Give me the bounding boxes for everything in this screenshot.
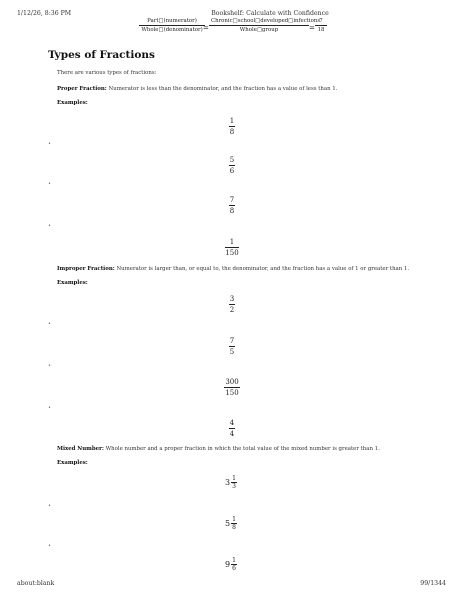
denominator: 8 — [232, 524, 236, 531]
whole-number: 3 — [225, 478, 231, 487]
proper-example-fraction — [217, 238, 247, 257]
numerator: 1 — [232, 557, 236, 564]
denominator: 8 — [229, 128, 235, 136]
denominator: 8 — [229, 207, 235, 215]
mixed-number-definition — [57, 446, 380, 452]
improper-example-fraction — [217, 337, 247, 356]
numerator: 7 — [229, 196, 235, 204]
denominator: 150 — [225, 389, 239, 397]
denominator: 5 — [229, 348, 235, 356]
mixed-fraction-part — [231, 516, 237, 531]
numerator: 1 — [232, 475, 236, 482]
proper-fraction-definition — [57, 86, 337, 92]
improper-example-fraction — [217, 419, 247, 438]
list-bullet: • — [48, 363, 51, 369]
section-title: Types of Fractions — [48, 49, 155, 61]
proper-example-fraction — [217, 117, 247, 136]
whole-number: 9 — [225, 560, 231, 569]
improper-fraction-definition — [57, 266, 409, 272]
formula-denominator: Whole□(denominator) — [141, 27, 203, 33]
mixed-example — [225, 557, 237, 572]
denominator: 3 — [232, 483, 236, 490]
denominator: 150 — [225, 249, 239, 257]
mixed-fraction-part — [231, 557, 237, 572]
proper-example-fraction — [217, 156, 247, 175]
list-bullet: • — [48, 543, 51, 549]
improper-fraction-text: Numerator is larger than, or equal to, the denominator, and the fraction has a value of 1 or greater than 1. — [114, 266, 410, 272]
intro-text: There are various types of fractions: — [57, 70, 157, 76]
list-bullet: • — [48, 503, 51, 509]
formula-denominator: 18 — [317, 27, 325, 33]
mixed-example — [225, 516, 237, 531]
whole-number: 5 — [225, 519, 231, 528]
formula-equals: = — [309, 24, 315, 32]
proper-example-fraction — [217, 196, 247, 215]
list-bullet: • — [48, 181, 51, 187]
improper-example-fraction — [217, 295, 247, 314]
numerator: 1 — [232, 516, 236, 523]
denominator: 6 — [229, 167, 235, 175]
print-datetime: 1/12/26, 8:36 PM — [17, 10, 72, 17]
denominator: 2 — [229, 306, 235, 314]
fraction-formula — [139, 18, 339, 40]
mixed-examples-label: Examples: — [57, 460, 88, 466]
mixed-number-text: Whole number and a proper fraction in which the total value of the mixed number is greater than 1. — [103, 446, 380, 452]
formula-denominator: Whole□group — [239, 27, 279, 33]
proper-fraction-term: Proper Fraction: — [57, 86, 107, 92]
mixed-example — [225, 475, 237, 490]
denominator: 6 — [232, 565, 236, 572]
formula-numerator: Chronic□school□developed□infections — [211, 18, 321, 24]
denominator: 4 — [229, 430, 235, 438]
list-bullet: • — [48, 321, 51, 327]
formula-numerator: Part□(numerator) — [139, 18, 205, 26]
numerator: 3 — [229, 295, 235, 303]
print-page-number: 99/1344 — [420, 580, 446, 587]
proper-examples-label: Examples: — [57, 100, 88, 106]
print-footer-url: about:blank — [17, 580, 55, 587]
numerator: 1 — [229, 117, 235, 125]
mixed-fraction-part — [231, 475, 237, 490]
formula-fraction-part-whole — [139, 18, 205, 33]
improper-example-fraction — [217, 378, 247, 397]
numerator: 5 — [229, 156, 235, 164]
numerator: 300 — [225, 378, 239, 386]
list-bullet: • — [48, 141, 51, 147]
numerator: 1 — [225, 238, 238, 248]
improper-fraction-term: Improper Fraction: — [57, 266, 115, 272]
proper-fraction-text: Numerator is less than the denominator, and the fraction has a value of less than 1. — [106, 86, 338, 92]
formula-fraction-result — [315, 18, 327, 33]
formula-numerator: 7 — [315, 18, 327, 26]
formula-equals: = — [203, 24, 209, 32]
list-bullet: • — [48, 405, 51, 411]
list-bullet: • — [48, 223, 51, 229]
mixed-number-term: Mixed Number: — [57, 446, 104, 452]
numerator: 7 — [229, 337, 235, 345]
numerator: 4 — [229, 419, 235, 427]
print-header-title: Bookshelf: Calculate with Confidence — [211, 10, 329, 17]
improper-examples-label: Examples: — [57, 280, 88, 286]
